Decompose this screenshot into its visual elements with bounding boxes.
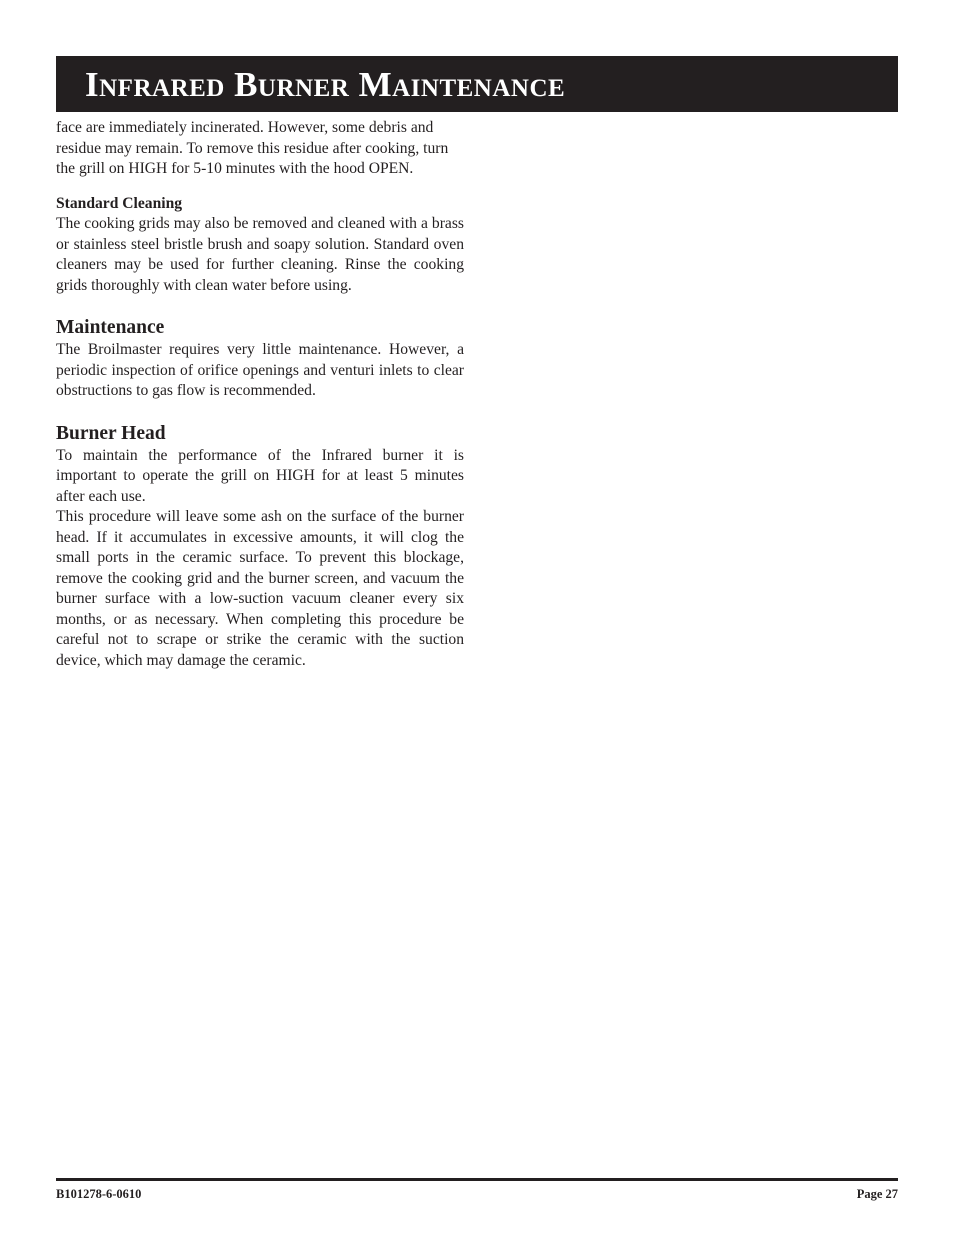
maintenance-paragraph: The Broilmaster requires very little maintenance. However, a periodic inspection of orifice openings and venturi inlets to clear obstructions to gas flow is recommended. (56, 341, 464, 399)
page-number: Page 27 (856, 1187, 898, 1201)
standard-cleaning-paragraph: The cooking grids may also be removed and cleaned with a brass or stainless steel bristle brush and soapy solution. Standard oven cleaners may be used for further cleaning. Rinse the cooking grids thoroughly with clean water before using. (56, 215, 464, 294)
maintenance-heading: Maintenance (56, 317, 165, 338)
text-column (56, 118, 464, 671)
burner-head-paragraph-1: To maintain the performance of the Infrared burner it is important to operate the grill on HIGH for at least 5 minutes after each use. (56, 446, 464, 505)
spacer (56, 180, 464, 194)
burner-head-heading: Burner Head (56, 422, 166, 444)
intro-paragraph: face are immediately incinerated. However, some debris and residue may remain. To remove this residue after cooking, turn the grill on HIGH for 5-10 minutes with the hood OPEN. (56, 119, 449, 177)
footer-divider (56, 1178, 898, 1181)
standard-cleaning-heading: Standard Cleaning (56, 194, 183, 212)
spacer (56, 402, 464, 422)
section-title-bar (56, 56, 898, 112)
spacer (56, 296, 464, 316)
document-number: B101278-6-0610 (56, 1187, 142, 1201)
burner-head-paragraph-2: This procedure will leave some ash on the surface of the burner head. If it accumulates in excessive amounts, it will clog the small ports in the ceramic surface. To prevent this blockage, remove the cooking grid and the burner screen, and vacuum the burner surface with a low-suction vacuum cleaner every six months, or as necessary. When completing this procedure be careful not to scrape or strike the ceramic with the suction device, which may damage the ceramic. (56, 508, 464, 669)
page-title: Infrared Burner Maintenance (85, 65, 566, 104)
